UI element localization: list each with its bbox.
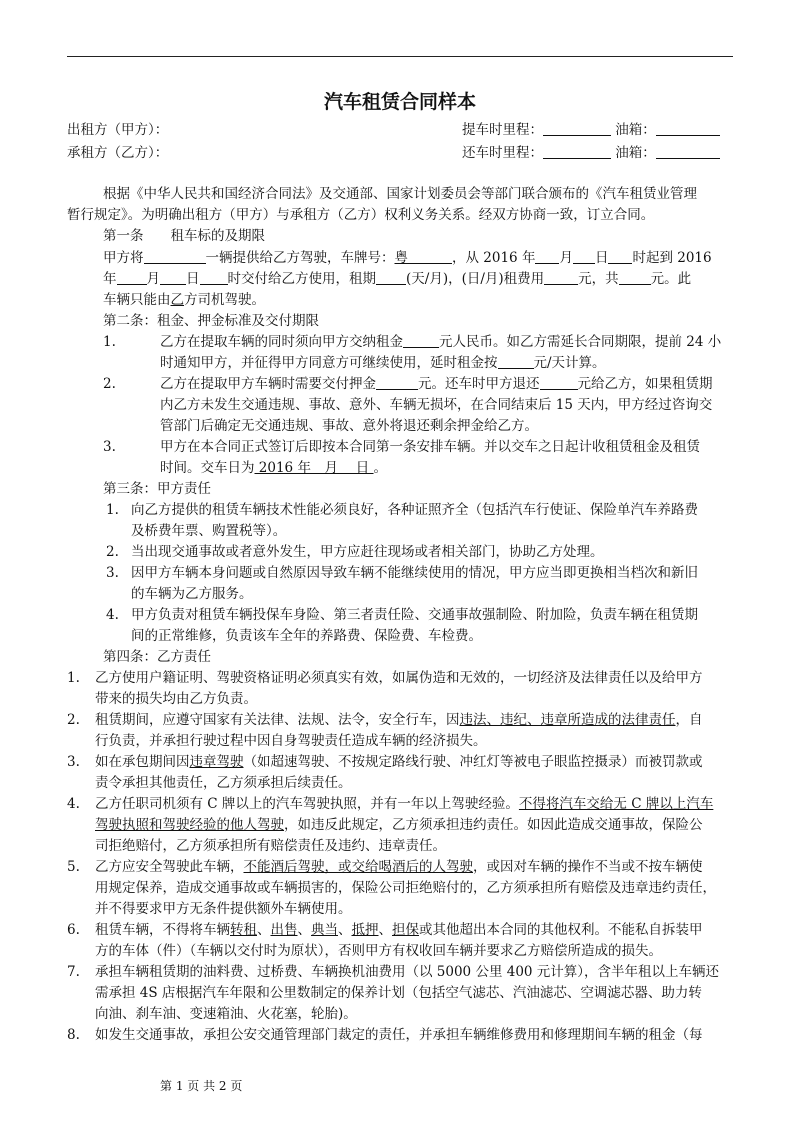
art3-item-2-line-1: 当出现交通事故或者意外发生，甲方应赶往现场或者相关部门，协助乙方处理。: [131, 544, 604, 560]
text: ，或因对车辆的操作不当或不按车辆使: [473, 859, 703, 875]
art2-item-1-num: 1.: [103, 334, 116, 350]
art4-item-2-line-2: 行负责，并承担行驶过程中因自身驾驶责任造成车辆的经济损失。: [95, 733, 487, 749]
art3-item-3-line-1: 因甲方车辆本身问题或自然原因导致车辆不能继续使用的情况，甲方应当即更换相当档次和新旧: [131, 565, 698, 581]
art3-item-1-num: 1.: [106, 502, 119, 518]
lessee-label: 承租方（乙方）：: [67, 145, 169, 161]
text: 如在承包期间因: [95, 754, 190, 770]
underlined-text: 转租: [230, 922, 257, 938]
underlined-text: 违法、违纪、违章所造成的法律责任: [459, 712, 676, 728]
art4-item-5-num: 5.: [67, 859, 80, 875]
driver-party: 乙: [170, 292, 184, 308]
return-mileage-label: 还车时里程：: [462, 145, 543, 161]
text: 元。还车时甲方退还: [418, 376, 540, 392]
text: ，如违反此规定，乙方须承担违约责任。如因此造成交通事故，保险公: [284, 817, 703, 833]
delivery-date: 2016 年 月 日: [254, 460, 374, 476]
art4-heading: 第四条：乙方责任: [103, 649, 211, 665]
art3-item-4-num: 4.: [106, 607, 119, 623]
art4-item-2-num: 2.: [67, 712, 80, 728]
text: 元给乙方，如果租赁期: [577, 376, 713, 392]
end-day-blank[interactable]: [160, 270, 186, 285]
text: 、: [378, 922, 392, 938]
art4-item-1-line-1: 乙方使用户籍证明、驾驶资格证明必须真实有效，如属伪造和无效的，一切经济及法律责任以及给甲方: [95, 670, 703, 686]
text: 时通知甲方，并征得甲方同意方可继续使用，延时租金按: [160, 355, 498, 371]
text: 年: [103, 271, 117, 287]
pickup-mileage-label: 提车时里程：: [462, 122, 543, 138]
art2-item-3-line-1: 甲方在本合同正式签订后即按本合同第一条安排车辆。并以交车之日起计收租赁租金及租赁: [160, 439, 700, 455]
art2-item-2-line-3: 管部门后确定无交通违规、事故、意外将退还剩余押金给乙方。: [160, 418, 538, 434]
underlined-text: 出售: [270, 922, 298, 938]
art4-item-4-line-3: 司拒绝赔付，乙方须承担所有赔偿责任及违约、违章责任。: [95, 838, 446, 854]
art3-item-4-line-1: 甲方负责对租赁车辆投保车身险、第三者责任险、交通事故强制险、附加险，负责车辆在租赁期: [131, 607, 698, 623]
text: 、: [257, 922, 271, 938]
underlined-text: 违章驾驶: [189, 754, 244, 770]
underlined-text: 典当: [311, 922, 338, 938]
art4-item-7-line-2: 需承担 4S 店根据汽车年限和公里数制定的保养计划（包括空气滤芯、汽油滤芯、空调滤芯器、助力转: [95, 985, 702, 1001]
end-month-blank[interactable]: [117, 270, 147, 285]
art1-line-1: [103, 248, 712, 268]
art4-item-2-line-1: [95, 710, 703, 730]
text: 时间。交车日为: [160, 460, 255, 476]
text: 乙方在提取车辆的同时须向甲方交纳租金: [160, 334, 403, 350]
text: ，从 2016 年: [452, 250, 536, 266]
art1-line-2: [103, 269, 691, 289]
text: 元，共: [578, 271, 619, 287]
art4-item-8-num: 8.: [67, 1027, 80, 1043]
art4-item-3-line-1: [95, 752, 703, 772]
refund-blank[interactable]: [540, 375, 578, 390]
art3-item-1-line-1: 向乙方提供的租赁车辆技术性能必须良好，各种证照齐全（包括汽车行使证、保险单汽车养路费: [131, 502, 698, 518]
text: 时起到 2016: [632, 250, 712, 266]
lessor-label: 出租方（甲方）：: [67, 122, 169, 138]
art4-item-4-num: 4.: [67, 796, 80, 812]
text: 甲方将: [103, 250, 144, 266]
text: 时交付给乙方使用，租期: [227, 271, 376, 287]
text: 元人民币。如乙方需延长合同期限，提前 24 小: [439, 334, 722, 350]
art3-heading: 第三条：甲方责任: [103, 481, 211, 497]
underlined-text: 不能酒后驾驶，或交给喝酒后的人驾驶: [243, 859, 473, 875]
deposit-blank[interactable]: [376, 375, 418, 390]
art4-item-5-line-1: [95, 857, 703, 877]
rent-total-blank[interactable]: [619, 270, 651, 285]
art2-item-2-line-1: [160, 374, 713, 394]
art2-item-1-line-2: [160, 353, 606, 373]
art3-item-2-num: 2.: [106, 544, 119, 560]
end-hour-blank[interactable]: [200, 270, 228, 285]
art2-item-3-line-2: [160, 458, 387, 478]
text: 租赁期间，应遵守国家有关法律、法规、法令，安全行车，因: [95, 712, 460, 728]
text: 乙方任职司机须有 C 牌以上的汽车驾驶执照，并有一年以上驾驶经验。: [95, 796, 519, 812]
art2-item-1-line-1: [160, 332, 721, 352]
rent-rate-blank[interactable]: [544, 270, 578, 285]
art4-item-6-line-1: [95, 920, 703, 940]
page-title: 汽车租赁合同样本: [323, 91, 476, 113]
pickup-mileage-blank[interactable]: [543, 121, 611, 136]
text: 一辆提供给乙方驾驶，车牌号：: [205, 250, 395, 266]
art3-item-1-line-2: 及桥费年票、购置税等）。: [131, 523, 287, 539]
text: 或其他超出本合同的其他权利。不能私自拆装甲: [419, 922, 703, 938]
text: 元/天计算。: [533, 355, 606, 371]
art4-item-7-line-1: 承担车辆租赁期的油料费、过桥费、车辆换机油费用（以 5000 公里 400 元计算），含半年租以上车辆还: [95, 964, 720, 980]
text: 日: [186, 271, 200, 287]
art4-item-4-line-1: [95, 794, 713, 814]
art1-line-3: [103, 290, 265, 310]
art4-item-4-line-2: [95, 815, 703, 835]
art4-item-6-line-2: 方的车体（件）（车辆以交付时为原状），否则甲方有权收回车辆并要求乙方赔偿所造成的损失。: [95, 943, 662, 959]
art4-item-7-num: 7.: [67, 964, 80, 980]
text: (天/月)，(日/月)租费用: [406, 271, 545, 287]
art2-item-2-line-2: 内乙方未发生交通违规、事故、意外、车辆无损坏，在合同结束后 15 天内，甲方经过咨询交: [160, 397, 713, 413]
art3-item-3-line-2: 的车辆为乙方服务。: [131, 586, 253, 602]
text: 车辆只能由: [103, 292, 171, 308]
art4-item-1-num: 1.: [67, 670, 80, 686]
text: 。: [373, 460, 388, 476]
art4-item-5-line-2: 用规定保养，造成交通事故或车辆损害的，保险公司拒绝赔付的，乙方须承担所有赔偿及违章违约责任，: [95, 880, 716, 896]
art4-item-6-num: 6.: [67, 922, 80, 938]
text: （如超速驾驶、不按规定路线行驶、冲红灯等被电子眼监控摄录）而被罚款或: [243, 754, 703, 770]
start-hour-blank[interactable]: [608, 249, 632, 264]
return-fuel-blank[interactable]: [656, 144, 720, 159]
pickup-fuel-label: 油箱：: [615, 122, 656, 138]
start-month-blank[interactable]: [535, 249, 559, 264]
text: 、: [297, 922, 311, 938]
art4-item-7-line-3: 向油、刹车油、变速箱油、火花塞，轮胎)。: [95, 1006, 357, 1022]
art1-heading: 第一条 租车标的及期限: [103, 228, 265, 244]
art4-item-3-num: 3.: [67, 754, 80, 770]
text: 租赁车辆，不得将车辆: [95, 922, 230, 938]
art4-item-8-line-1: 如发生交通事故，承担公安交通管理部门裁定的责任，并承担车辆维修费用和修理期间车辆的租金（每: [95, 1027, 703, 1043]
art4-item-5-line-3: 并不得要求甲方无条件提供额外车辆使用。: [95, 901, 352, 917]
art4-item-3-line-2: 责令承担其他责任，乙方须承担后续责任。: [95, 775, 352, 791]
text: 月: [559, 250, 573, 266]
text: 、: [338, 922, 352, 938]
page-footer: 第 1 页 共 2 页: [160, 1079, 243, 1093]
overtime-rate-blank[interactable]: [498, 354, 534, 369]
lease-term-blank[interactable]: [376, 270, 406, 285]
art3-item-3-num: 3.: [106, 565, 119, 581]
intro-line-2: 暂行规定》。为明确出租方（甲方）与承租方（乙方）权利义务关系。经双方协商一致，订立合同。: [67, 207, 655, 223]
art2-heading: 第二条：租金、押金标准及交付期限: [103, 313, 319, 329]
text: 日: [594, 250, 609, 266]
return-mileage-row: [462, 143, 720, 163]
plate-blank[interactable]: [408, 249, 452, 264]
text: 月: [146, 271, 160, 287]
rent-deposit-blank[interactable]: [403, 333, 439, 348]
art3-item-4-line-2: 间的正常维修，负责该车全年的养路费、保险费、车检费。: [131, 628, 482, 644]
return-mileage-blank[interactable]: [543, 144, 611, 159]
plate-prefix: 粤: [394, 250, 408, 266]
car-model-blank[interactable]: [144, 249, 206, 264]
text: 方司机驾驶。: [184, 292, 265, 308]
art2-item-2-num: 2.: [103, 376, 116, 392]
return-fuel-label: 油箱：: [615, 145, 656, 161]
pickup-mileage-row: [462, 120, 720, 140]
text: 乙方在提取甲方车辆时需要交付押金: [160, 376, 376, 392]
text: 乙方应安全驾驶此车辆，: [95, 859, 244, 875]
pickup-fuel-blank[interactable]: [656, 121, 720, 136]
start-day-blank[interactable]: [573, 249, 595, 264]
underlined-text: 驾驶执照和驾驶经验的他人驾驶: [95, 817, 284, 833]
underlined-text: 担保: [392, 922, 419, 938]
underlined-text: 不得将汽车交给无 C 牌以上汽车: [518, 796, 714, 812]
art4-item-1-line-2: 带来的损失均由乙方负责。: [95, 691, 257, 707]
intro-line-1: 根据《中华人民共和国经济合同法》及交通部、国家计划委员会等部门联合颁布的《汽车租赁业管理: [103, 186, 697, 202]
text: 元。此: [650, 271, 692, 287]
underlined-text: 抵押: [351, 922, 379, 938]
top-rule: [67, 56, 733, 57]
text: ，自: [675, 712, 703, 728]
art2-item-3-num: 3.: [103, 439, 116, 455]
